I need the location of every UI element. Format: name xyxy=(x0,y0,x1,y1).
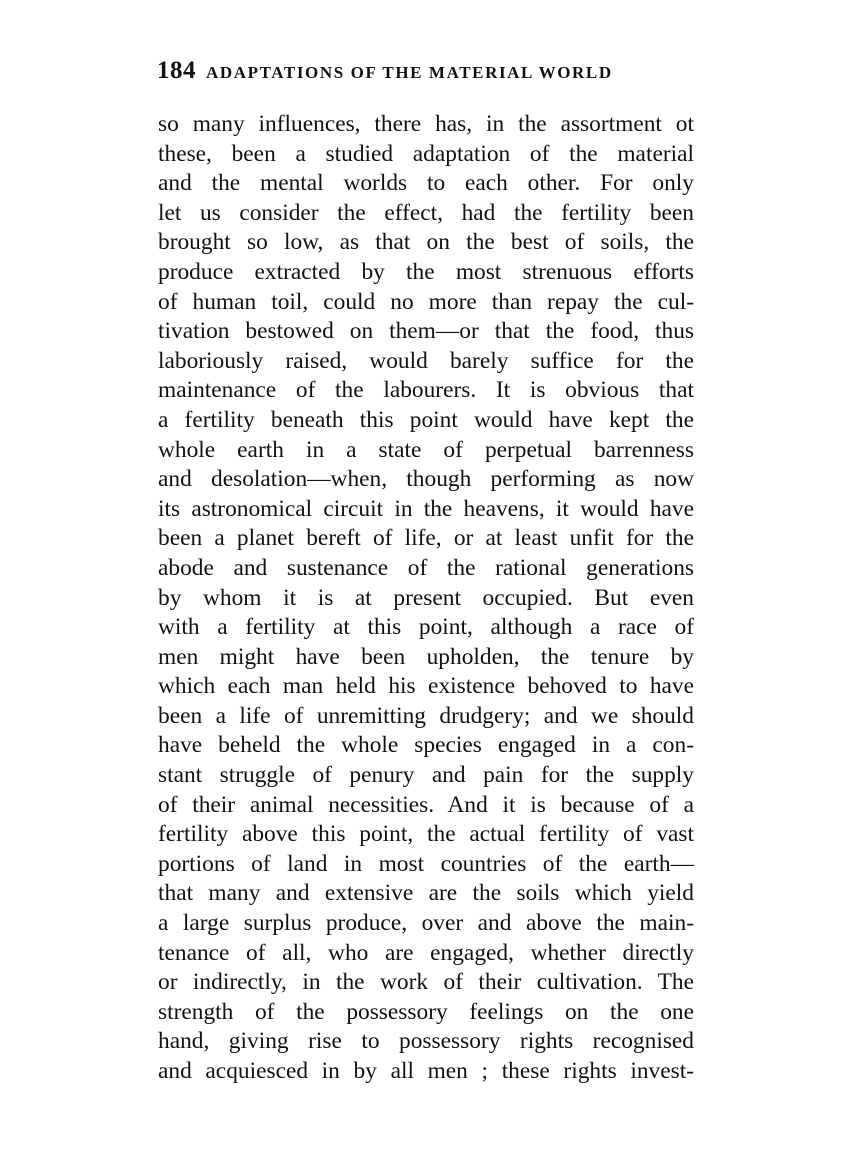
text-line: by whom it is at present occupied. But even xyxy=(158,584,694,611)
running-title: ADAPTATIONS OF THE MATERIAL WORLD xyxy=(206,63,613,82)
text-line: which each man held his existence behoved to have xyxy=(158,673,694,700)
text-line: and desolation—when, though performing as now xyxy=(158,466,694,493)
text-line: tenance of all, who are engaged, whether directly xyxy=(158,939,694,966)
body-text xyxy=(158,110,694,1087)
text-line: tivation bestowed on them—or that the food, thus xyxy=(158,318,694,345)
text-line: these, been a studied adaptation of the material xyxy=(158,140,694,167)
text-line: stant struggle of penury and pain for the supply xyxy=(158,762,694,789)
text-line: with a fertility at this point, although a race of xyxy=(158,614,694,641)
text-line: of human toil, could no more than repay the cul- xyxy=(158,288,694,315)
text-line: men might have been upholden, the tenure by xyxy=(158,643,694,670)
text-line: that many and extensive are the soils which yield xyxy=(158,880,694,907)
page-number: 184 xyxy=(157,57,196,84)
text-line: portions of land in most countries of the earth— xyxy=(158,850,694,877)
running-head xyxy=(157,57,677,93)
text-line: laboriously raised, would barely suffice for the xyxy=(158,347,694,374)
text-line: been a life of unremitting drudgery; and we should xyxy=(158,702,694,729)
text-line: strength of the possessory feelings on the one xyxy=(158,998,694,1025)
text-line: produce extracted by the most strenuous efforts xyxy=(158,258,694,285)
text-line: whole earth in a state of perpetual barrenness xyxy=(158,436,694,463)
text-line: been a planet bereft of life, or at least unfit for the xyxy=(158,525,694,552)
text-line: have beheld the whole species engaged in a con- xyxy=(158,732,694,759)
text-line: so many influences, there has, in the assortment ot xyxy=(158,111,694,137)
text-line: its astronomical circuit in the heavens, it would have xyxy=(158,495,694,522)
text-line: and the mental worlds to each other. For only xyxy=(158,170,694,197)
text-line: or indirectly, in the work of their cultivation. The xyxy=(158,969,694,996)
text-line: abode and sustenance of the rational generations xyxy=(158,554,694,581)
text-line: maintenance of the labourers. It is obvious that xyxy=(158,377,694,404)
text-line: hand, giving rise to possessory rights recognised xyxy=(158,1028,694,1055)
text-line: brought so low, as that on the best of soils, the xyxy=(158,229,694,256)
text-line: and acquiesced in by all men ; these rights invest- xyxy=(158,1058,694,1084)
text-line: a fertility beneath this point would have kept the xyxy=(158,406,694,433)
text-line: fertility above this point, the actual fertility of vast xyxy=(158,821,694,848)
text-line: a large surplus produce, over and above the main- xyxy=(158,910,694,937)
text-line: of their animal necessities. And it is because of a xyxy=(158,791,694,818)
text-line: let us consider the effect, had the fertility been xyxy=(158,199,694,226)
